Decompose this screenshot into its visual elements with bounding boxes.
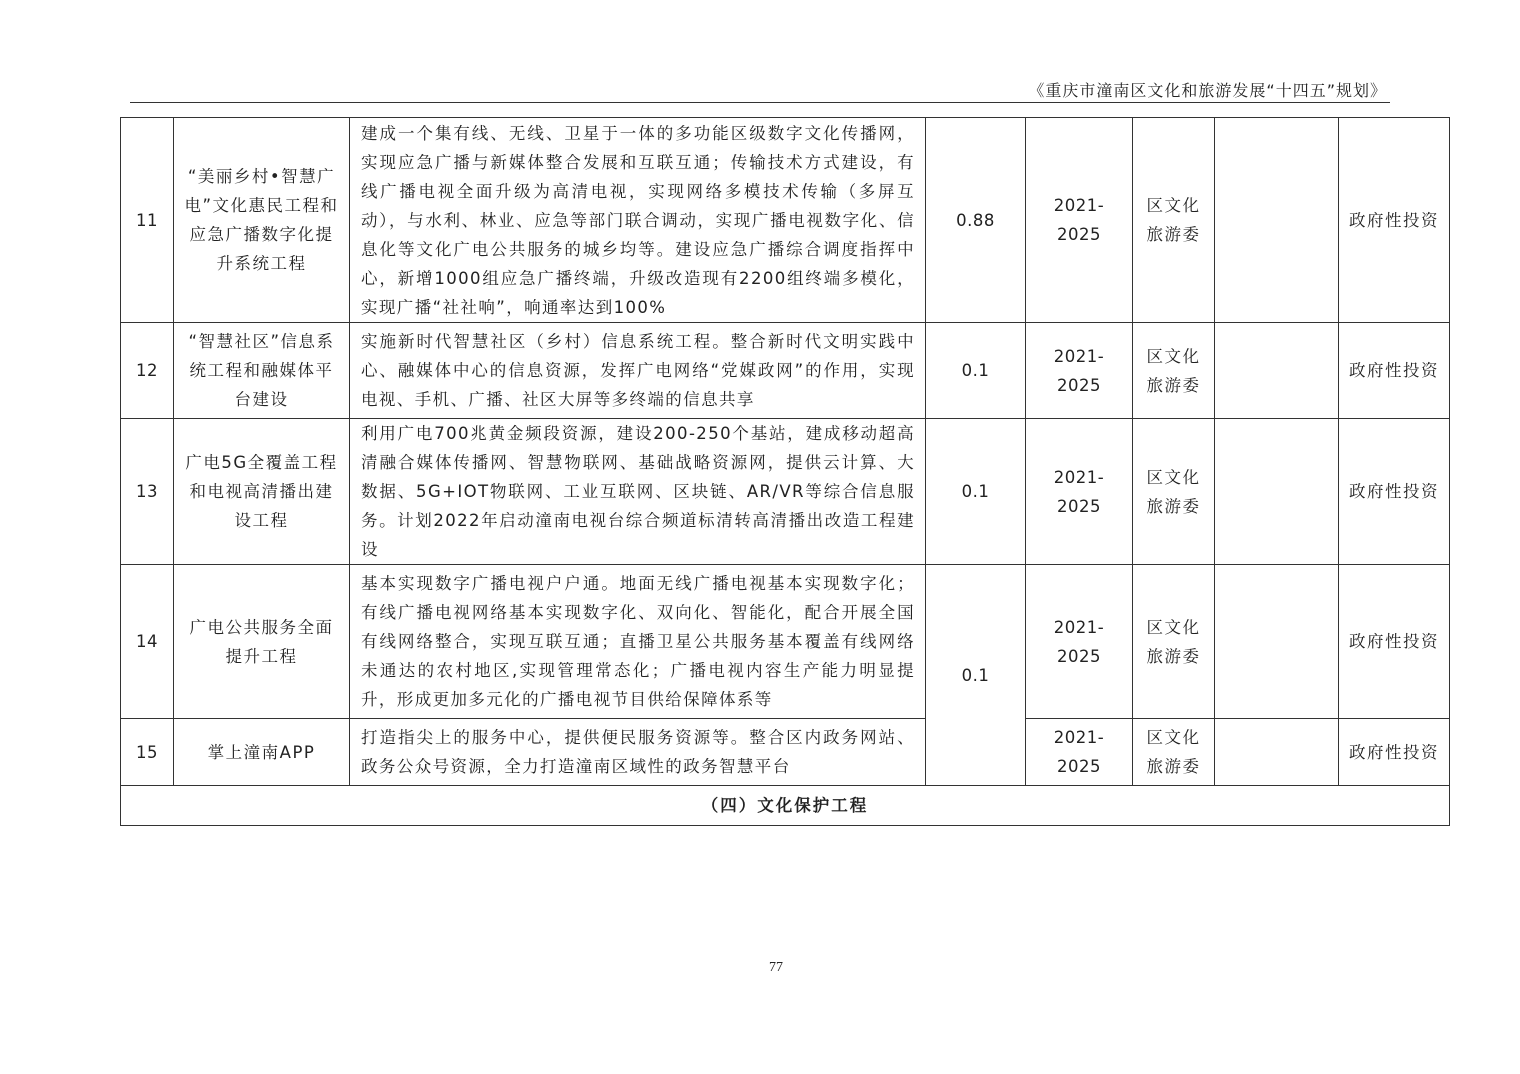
empty-cell	[1215, 323, 1339, 419]
funding-source: 政府性投资	[1339, 118, 1450, 323]
table-row	[121, 118, 1450, 323]
investment-amount: 0.88	[926, 118, 1026, 323]
table-row	[121, 719, 1450, 786]
responsible-unit: 区文化旅游委	[1133, 565, 1215, 719]
row-index: 12	[121, 323, 174, 419]
funding-source: 政府性投资	[1339, 565, 1450, 719]
header-divider	[130, 102, 1390, 103]
section-row	[121, 786, 1450, 826]
project-table	[120, 117, 1450, 826]
construction-period: 2021-2025	[1026, 419, 1133, 565]
empty-cell	[1215, 118, 1339, 323]
empty-cell	[1215, 419, 1339, 565]
project-name: “美丽乡村•智慧广电”文化惠民工程和应急广播数字化提升系统工程	[174, 118, 350, 323]
project-name: 广电公共服务全面提升工程	[174, 565, 350, 719]
project-content: 基本实现数字广播电视户户通。地面无线广播电视基本实现数字化；有线广播电视网络基本实现数字化、双向化、智能化，配合开展全国有线网络整合，实现互联互通；直播卫星公共服务基本覆盖有线网络未通达的农村地区,实现管理常态化；广播电视内容生产能力明显提升，形成更加多元化的广播电视节目供给保障体系等	[350, 565, 926, 719]
responsible-unit: 区文化旅游委	[1133, 118, 1215, 323]
responsible-unit: 区文化旅游委	[1133, 323, 1215, 419]
investment-amount: 0.1	[926, 565, 1026, 786]
construction-period: 2021-2025	[1026, 118, 1133, 323]
construction-period: 2021-2025	[1026, 323, 1133, 419]
row-index: 14	[121, 565, 174, 719]
responsible-unit: 区文化旅游委	[1133, 419, 1215, 565]
section-heading: （四）文化保护工程	[121, 786, 1450, 826]
funding-source: 政府性投资	[1339, 323, 1450, 419]
row-index: 11	[121, 118, 174, 323]
empty-cell	[1215, 719, 1339, 786]
row-index: 15	[121, 719, 174, 786]
table-row	[121, 565, 1450, 719]
table-row	[121, 419, 1450, 565]
project-content: 打造指尖上的服务中心，提供便民服务资源等。整合区内政务网站、政务公众号资源，全力打造潼南区域性的政务智慧平台	[350, 719, 926, 786]
project-name: “智慧社区”信息系统工程和融媒体平台建设	[174, 323, 350, 419]
empty-cell	[1215, 565, 1339, 719]
project-name: 广电5G全覆盖工程和电视高清播出建设工程	[174, 419, 350, 565]
project-name: 掌上潼南APP	[174, 719, 350, 786]
investment-amount: 0.1	[926, 323, 1026, 419]
page-number: 77	[769, 960, 783, 975]
project-content: 利用广电700兆黄金频段资源，建设200-250个基站，建成移动超高清融合媒体传播网、智慧物联网、基础战略资源网，提供云计算、大数据、5G+IOT物联网、工业互联网、区块链、AR/VR等综合信息服务。计划2022年启动潼南电视台综合频道标清转高清播出改造工程建设	[350, 419, 926, 565]
funding-source: 政府性投资	[1339, 419, 1450, 565]
table-row	[121, 323, 1450, 419]
document-header-title: 《重庆市潼南区文化和旅游发展“十四五”规划》	[1028, 81, 1387, 100]
construction-period: 2021-2025	[1026, 565, 1133, 719]
investment-amount: 0.1	[926, 419, 1026, 565]
construction-period: 2021-2025	[1026, 719, 1133, 786]
project-content: 实施新时代智慧社区（乡村）信息系统工程。整合新时代文明实践中心、融媒体中心的信息资源，发挥广电网络“党媒政网”的作用，实现电视、手机、广播、社区大屏等多终端的信息共享	[350, 323, 926, 419]
row-index: 13	[121, 419, 174, 565]
responsible-unit: 区文化旅游委	[1133, 719, 1215, 786]
funding-source: 政府性投资	[1339, 719, 1450, 786]
project-content: 建成一个集有线、无线、卫星于一体的多功能区级数字文化传播网，实现应急广播与新媒体整合发展和互联互通；传输技术方式建设，有线广播电视全面升级为高清电视，实现网络多模技术传输（多屏互动），与水利、林业、应急等部门联合调动，实现广播电视数字化、信息化等文化广电公共服务的城乡均等。建设应急广播综合调度指挥中心，新增1000组应急广播终端，升级改造现有2200组终端多模化，实现广播“社社响”，响通率达到100%	[350, 118, 926, 323]
